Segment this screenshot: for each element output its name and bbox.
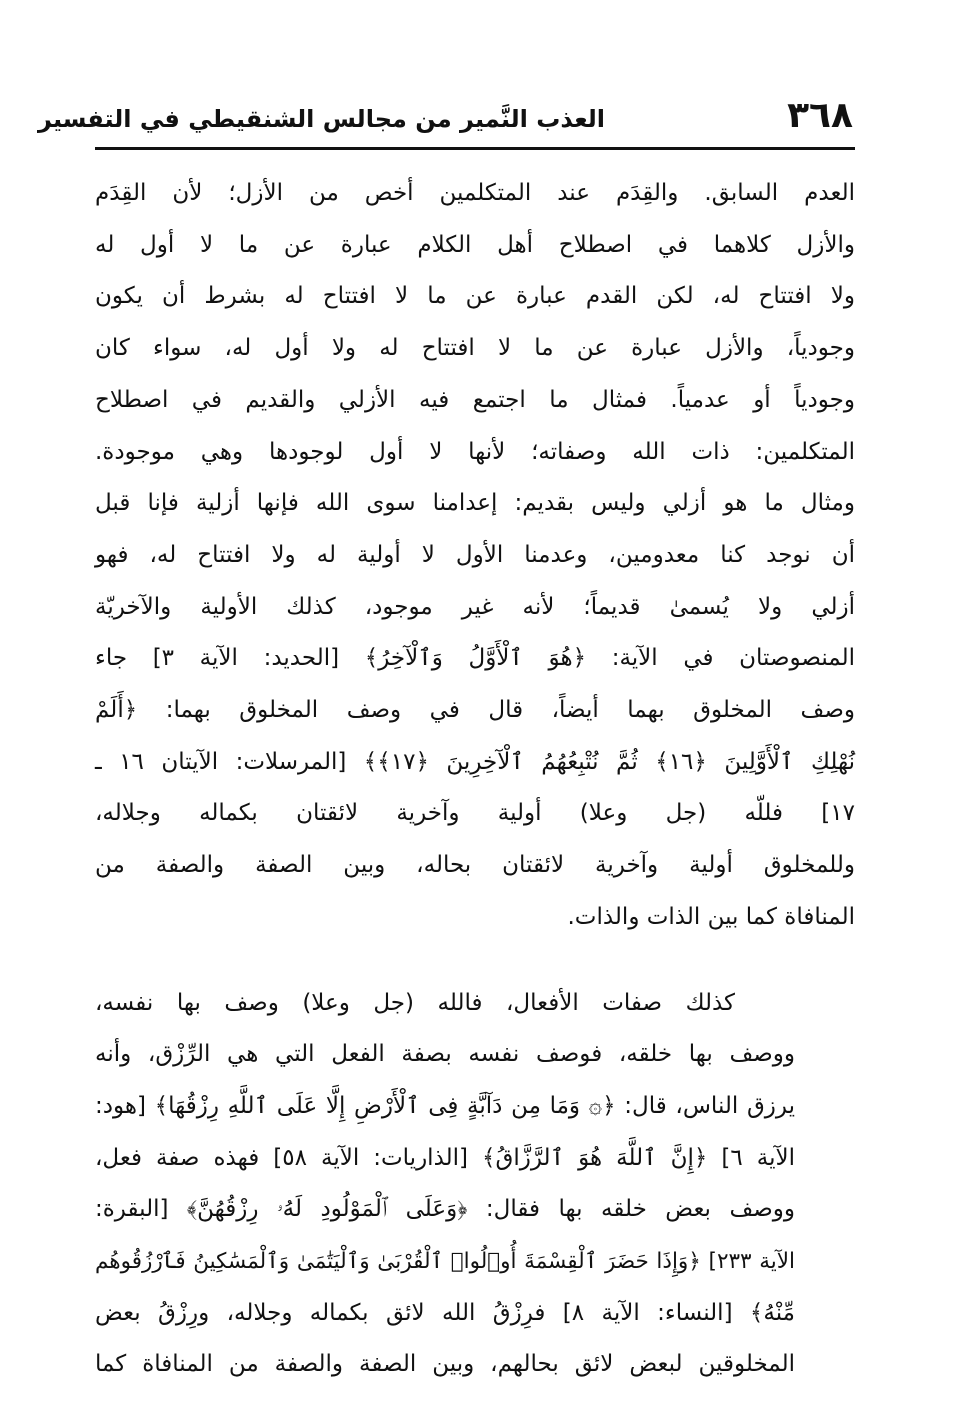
book-title: العذب النَّمير من مجالس الشنقيطي في التفسير <box>38 105 605 133</box>
running-header <box>38 88 855 150</box>
text-line: وصف المخلوق بهما أيضاً، قال في وصف المخلوق بهما: ﴿أَلَمْ <box>95 697 855 724</box>
text-line: أن نوجد كنا معدومين، وعدمنا الأول لا أولية له ولا افتتاح له، فهو <box>95 541 855 568</box>
text-line: ووصف بها خلقه، فوصف نفسه بصفة الفعل التي هي الرِّزْق، وأنه <box>95 1041 795 1068</box>
text-line: والأزل كلاهما في اصطلاح أهل الكلام عبارة عن ما لا أول له <box>95 231 855 258</box>
text-line: ولا افتتاح له، لكن القدم عبارة عن ما لا افتتاح له بشرط أن يكون <box>95 283 855 310</box>
text-line: الآية ٢٣٣] ﴿وَإِذَا حَضَرَ ٱلْقِسْمَةَ أُو۟لُوا۟ ٱلْقُرْبَىٰ وَٱلْيَتَٰمَىٰ وَٱلْمَسَٰكِينُ فَٱرْزُقُوهُم <box>95 1249 795 1275</box>
text-line: العدم السابق. والقِدَم عند المتكلمين أخص من الأزل؛ لأن القِدَم <box>95 180 855 206</box>
page-number: ٣٦٨ <box>787 95 853 136</box>
text-line: مِّنْهُ﴾ [النساء: الآية ٨] فرِزْقُ الله لائق بكماله وجلاله، ورِزْقُ بعض <box>95 1299 795 1326</box>
text-line: أزلي ولا يُسمىٰ قديماً؛ لأنه غير موجود، كذلك الأولية والآخريّة <box>95 593 855 620</box>
paragraph-2 <box>95 978 855 1392</box>
text-line: المنافاة كما بين الذات والذات. <box>567 903 855 930</box>
text-line: المتكلمين: ذات الله وصفاته؛ لأنها لا أول لوجودها وهي موجودة. <box>95 438 855 465</box>
text-line: المخلوقين لبعض لائق بحالهم، وبين الصفة والصفة من المنافاة كما <box>95 1351 795 1378</box>
text-line: وجودياً، والأزل عبارة عن ما لا افتتاح له ولا أول له، سواء كان <box>95 335 855 362</box>
text-line: ووصف بعض خلقه بها فقال: ﴿وَعَلَى ٱلْمَوْلُودِ لَهُۥ رِزْقُهُنَّ﴾ [البقرة: <box>95 1196 795 1223</box>
text-line: يرزق الناس، قال: ﴿۞ وَمَا مِن دَآبَّةٍ فِى ٱلْأَرْضِ إِلَّا عَلَى ٱللَّهِ رِزْقُهَا﴾ [هود: <box>95 1092 795 1119</box>
text-line: الآية ٦] ﴿إِنَّ ٱللَّهَ هُوَ ٱلرَّزَّاقُ﴾ [الذاريات: الآية ٥٨] فهذه صفة فعل، <box>95 1144 795 1171</box>
text-line: ومثال ما هو أزلي وليس بقديم: إعدامنا سوى الله فإنها أزلية فإنا قبل <box>95 490 855 517</box>
text-line: نُهْلِكِ ٱلْأَوَّلِينَ ﴿١٦﴾ ثُمَّ نُتْبِعُهُمُ ٱلْآخِرِينَ ﴿١٧﴾﴾ [المرسلات: الآيتان ١٦ ـ <box>95 748 855 775</box>
text-line: وجودياً أو عدمياً. فمثال ما اجتمع فيه الأزلي والقديم في اصطلاح <box>95 386 855 413</box>
book-page <box>38 88 855 1388</box>
text-line: كذلك صفات الأفعال، فالله (جل وعلا) وصف بها نفسه، <box>95 989 735 1016</box>
text-line: ١٧] فللّه (جل وعلا) أولية وآخرية لائقتان بكماله وجلاله، <box>95 800 855 827</box>
text-line: المنصوصتان في الآية: ﴿هُوَ ٱلْأَوَّلُ وَٱلْآخِرُ﴾ [الحديد: الآية ٣] جاء <box>95 645 855 672</box>
text-line: وللمخلوق أولية وآخرية لائقتان بحاله، وبين الصفة والصفة من <box>95 852 855 879</box>
paragraph-1 <box>95 168 855 944</box>
